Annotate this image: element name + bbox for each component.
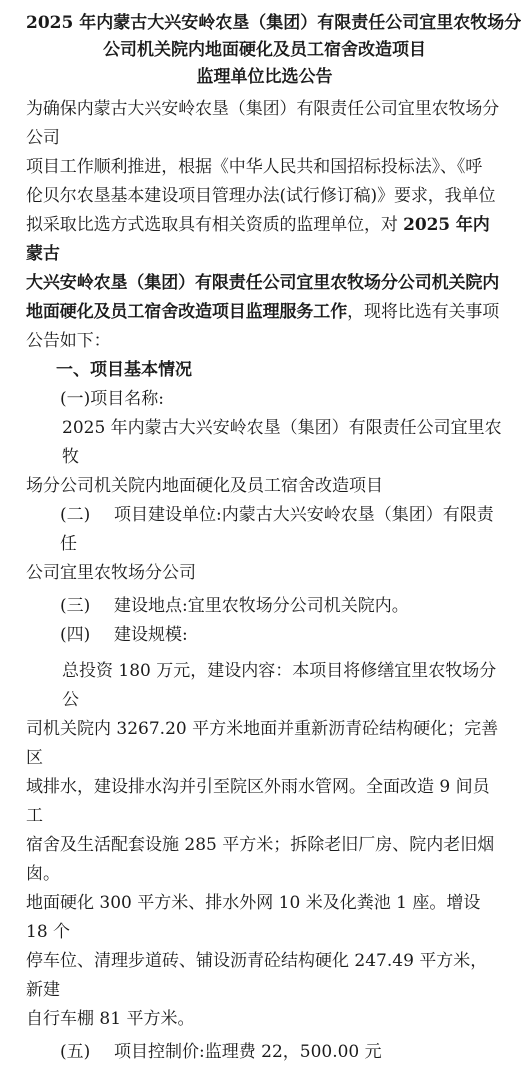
scale-line-5: 地面硬化 300 平方米、排水外网 10 米及化粪池 1 座。增设 18 个 — [26, 893, 481, 942]
item-1-line-2: 场分公司机关院内地面硬化及员工宿舍改造项目 — [26, 476, 383, 496]
item-4 — [26, 621, 503, 650]
intro-tail-2: 公告如下： — [26, 331, 111, 351]
title-line-1: 2025 年内蒙古大兴安岭农垦（集团）有限责任公司宜里农牧场分 — [26, 13, 521, 33]
intro-bold-line-1: 大兴安岭农垦（集团）有限责任公司宜里农牧场分公司机关院内 — [26, 273, 500, 293]
intro-line-4 — [26, 211, 503, 269]
item-1-line-1: 2025 年内蒙古大兴安岭农垦（集团）有限责任公司宜里农牧 — [62, 418, 502, 467]
scale-line-6: 停车位、清理步道砖、铺设沥青砼结构硬化 247.49 平方米，新建 — [26, 951, 488, 1000]
intro-bold-year: 2025 年内蒙古 — [26, 215, 490, 264]
scale-line-7: 自行车棚 81 平方米。 — [26, 1009, 195, 1029]
intro-paragraph — [26, 95, 503, 356]
item-3-num: (三) — [60, 596, 91, 616]
scale-line-2: 司机关院内 3267.20 平方米地面并重新沥青砼结构硬化；完善区 — [26, 719, 499, 768]
intro-line-1: 为确保内蒙古大兴安岭农垦（集团）有限责任公司宜里农牧场分公司 — [26, 99, 500, 148]
intro-line-2: 项目工作顺利推进，根据《中华人民共和国招标投标法》、《呼 — [26, 157, 483, 177]
item-2-line-1 — [26, 501, 503, 559]
item-1-label: (一)项目名称: — [60, 389, 164, 409]
intro-bold-line-2: 地面硬化及员工宿舍改造项目监理服务工作 — [26, 302, 348, 322]
item-5-num: (五) — [60, 1042, 91, 1062]
intro-line-3: 伦贝尔农垦基本建设项目管理办法(试行修订稿)》要求，我单位 — [26, 186, 496, 206]
section-1-heading: 一、项目基本情况 — [56, 360, 192, 380]
scale-line-1: 总投资 180 万元，建设内容：本项目将修缮宜里农牧场分公 — [62, 661, 497, 710]
item-5 — [26, 1038, 503, 1067]
scale-line-4: 宿舍及生活配套设施 285 平方米；拆除老旧厂房、院内老旧烟囱。 — [26, 835, 495, 884]
item-4-text: 建设规模: — [114, 625, 188, 645]
item-3 — [26, 592, 503, 621]
item-2-num: (二) — [60, 505, 91, 525]
item-3-text: 建设地点:宜里农牧场分公司机关院内。 — [114, 596, 409, 616]
intro-tail-1: ，现将比选有关事项 — [347, 302, 500, 322]
title-line-2: 公司机关院内地面硬化及员工宿舍改造项目 — [103, 40, 426, 60]
intro-line-6 — [26, 298, 503, 327]
item-2-text-1: 项目建设单位:内蒙古大兴安岭农垦（集团）有限责任 — [60, 505, 494, 554]
item-5-text: 项目控制价:监理费 22，500.00 元 — [114, 1042, 382, 1062]
document-title — [26, 10, 521, 91]
title-line-3: 监理单位比选公告 — [196, 67, 333, 87]
scale-line-3: 域排水，建设排水沟并引至院区外雨水管网。全面改造 9 间员工 — [26, 777, 490, 826]
item-4-num: (四) — [60, 625, 91, 645]
item-2-line-2: 公司宜里农牧场分公司 — [26, 563, 196, 583]
scale-paragraph — [26, 657, 503, 1034]
intro-line-4-text: 拟采取比选方式选取具有相关资质的监理单位，对 — [26, 215, 404, 235]
